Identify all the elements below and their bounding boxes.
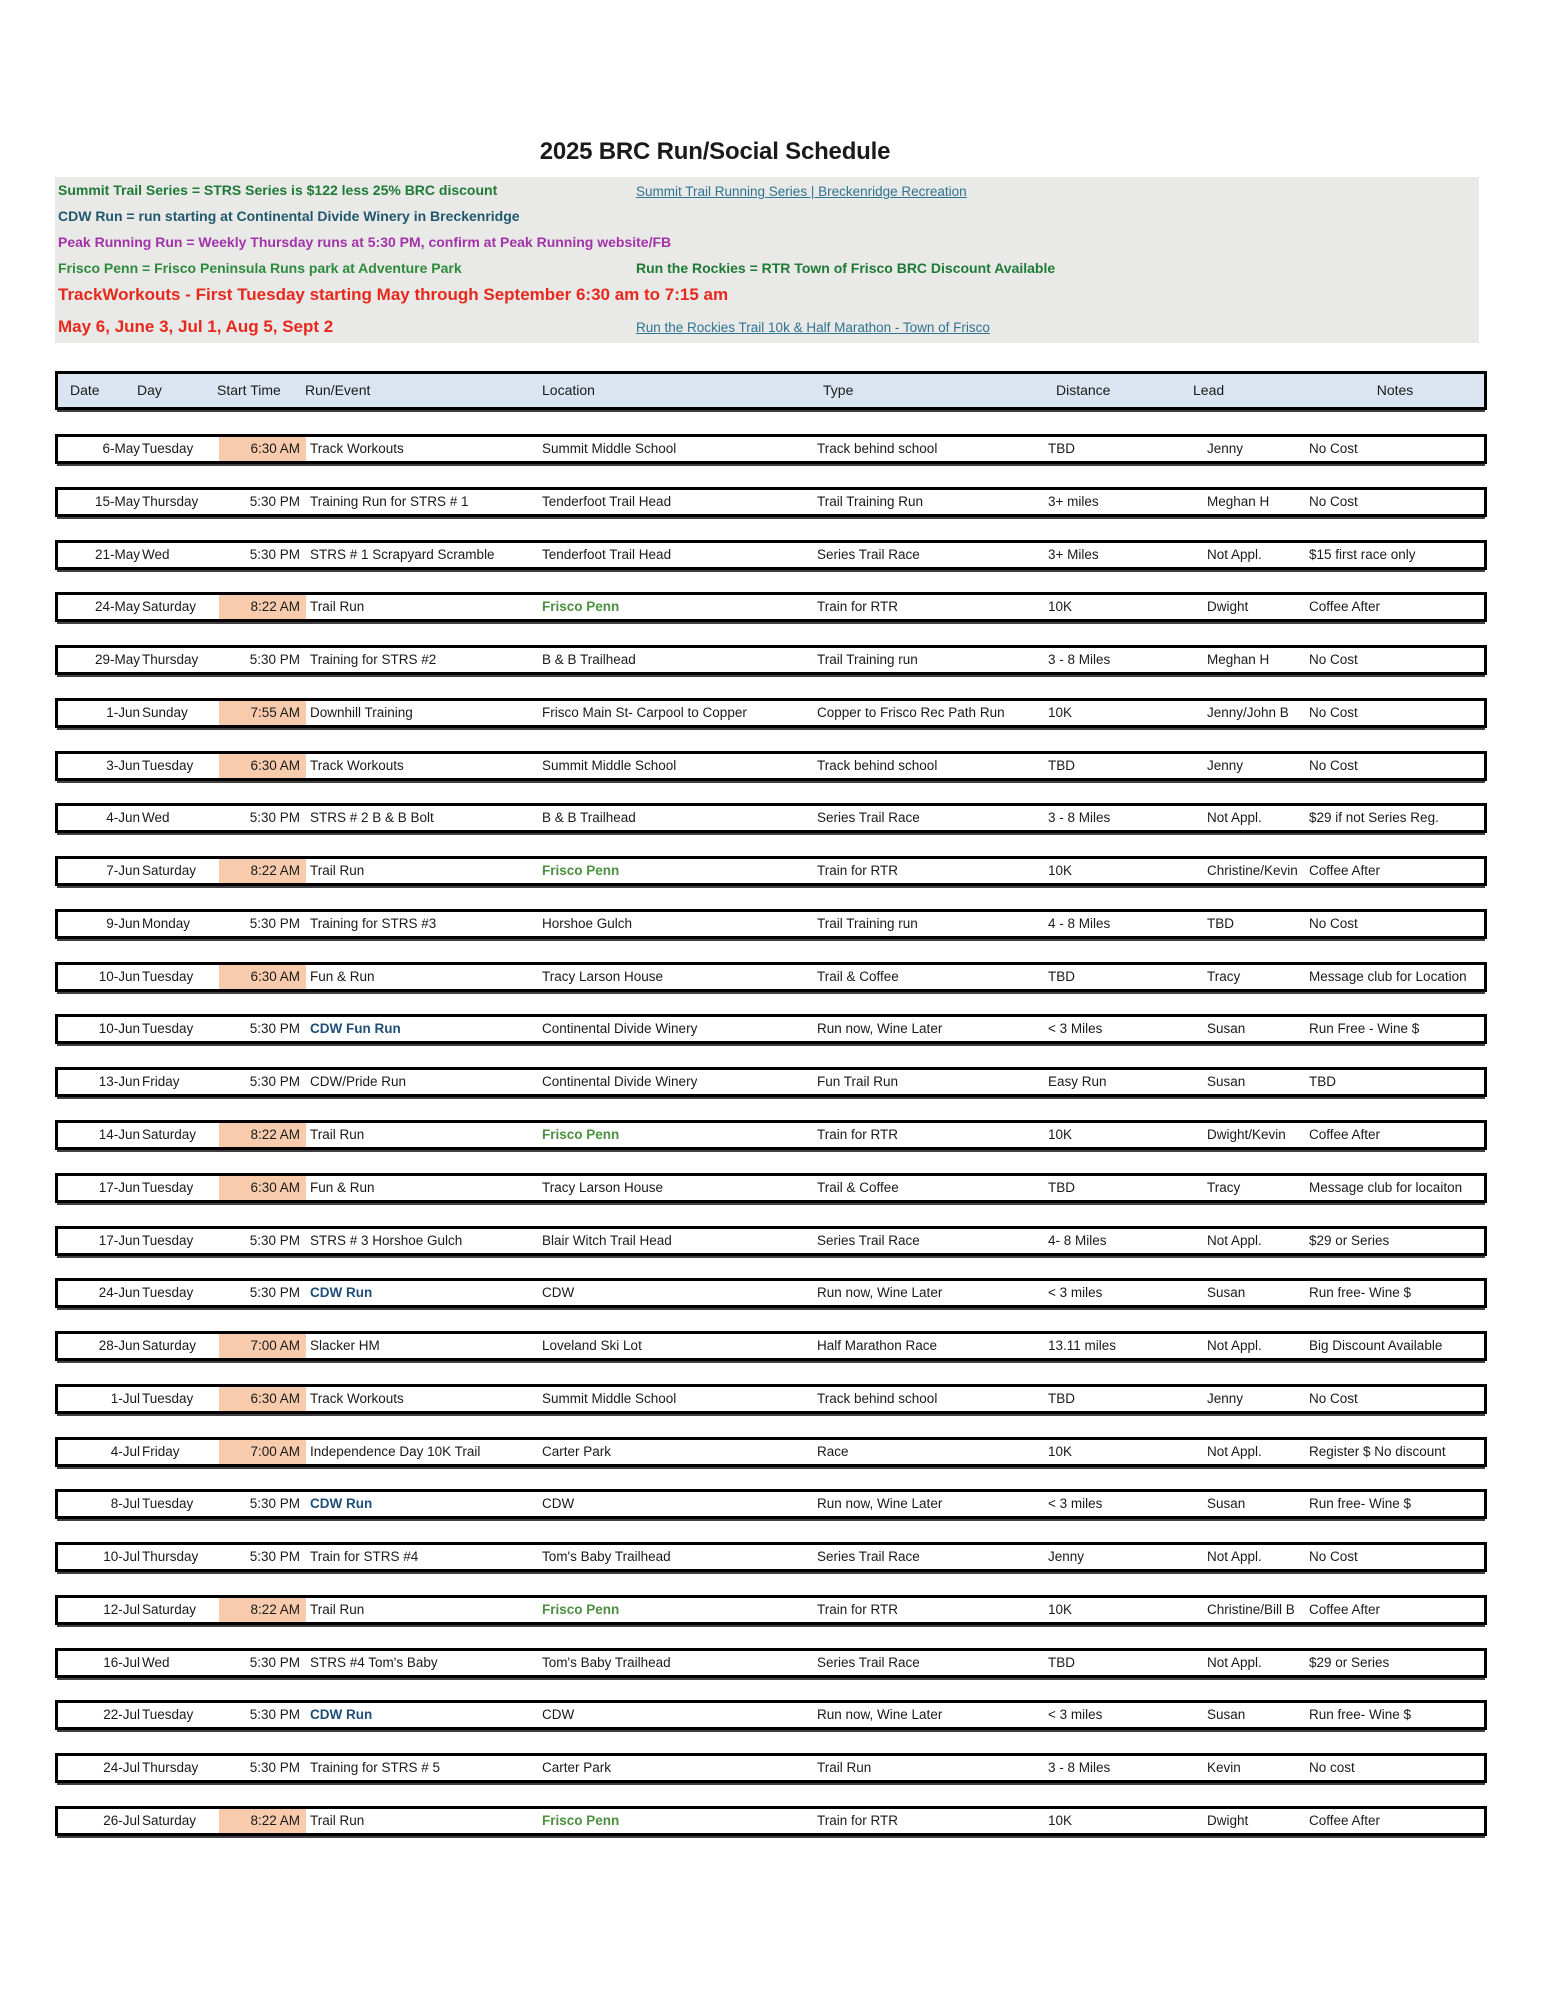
cell-run-event: STRS # 3 Horshoe Gulch [310, 1233, 463, 1248]
cell-type: Series Trail Race [817, 547, 920, 562]
cell-day: Wed [142, 810, 170, 825]
cell-notes: Message club for Location [1309, 969, 1467, 984]
cell-distance: < 3 Miles [1048, 1021, 1103, 1036]
cell-day: Tuesday [142, 1021, 194, 1036]
cell-lead: Not Appl. [1207, 547, 1262, 562]
cell-day: Tuesday [142, 758, 194, 773]
cell-notes: $29 or Series [1309, 1655, 1390, 1670]
cell-distance: 10K [1048, 599, 1073, 614]
legend-track-workouts: TrackWorkouts - First Tuesday starting May through September 6:30 am to 7:15 am [58, 285, 729, 304]
cell-distance: TBD [1048, 1655, 1075, 1670]
table-row [55, 803, 1487, 833]
cell-day: Friday [142, 1444, 180, 1459]
cell-day: Saturday [142, 1602, 197, 1617]
cell-location: CDW [542, 1707, 575, 1722]
cell-date: 1-Jun [106, 705, 140, 720]
cell-start-time: 5:30 PM [249, 916, 300, 931]
header-cell-date: Date [70, 382, 100, 398]
cell-date: 7-Jun [106, 863, 140, 878]
cell-day: Thursday [142, 494, 199, 509]
cell-run-event: STRS # 2 B & B Bolt [310, 810, 434, 825]
table-row [55, 487, 1487, 517]
cell-run-event: CDW/Pride Run [310, 1074, 407, 1089]
cell-date: 17-Jun [98, 1180, 140, 1195]
header-cell-event: Run/Event [305, 382, 371, 398]
cell-date: 10-Jun [98, 1021, 140, 1036]
cell-type: Race [817, 1444, 849, 1459]
cell-day: Tuesday [142, 969, 194, 984]
cell-location: Frisco Penn [542, 1127, 620, 1142]
cell-type: Half Marathon Race [817, 1338, 938, 1353]
cell-type: Trail Training run [817, 652, 918, 667]
cell-location: Continental Divide Winery [542, 1074, 698, 1089]
table-row [55, 1278, 1487, 1308]
cell-distance: 10K [1048, 1444, 1073, 1459]
cell-type: Train for RTR [817, 1602, 899, 1617]
cell-notes: Message club for locaiton [1309, 1180, 1463, 1195]
cell-day: Saturday [142, 1338, 197, 1353]
cell-type: Trail & Coffee [817, 969, 899, 984]
cell-start-time: 5:30 PM [249, 1760, 300, 1775]
cell-notes: Coffee After [1309, 1602, 1381, 1617]
cell-date: 15-May [94, 494, 140, 509]
cell-day: Tuesday [142, 1285, 194, 1300]
table-row [55, 1226, 1487, 1256]
cell-location: Tenderfoot Trail Head [542, 494, 672, 509]
cell-type: Series Trail Race [817, 1549, 920, 1564]
cell-start-time: 5:30 PM [249, 1233, 300, 1248]
cell-date: 4-Jun [106, 810, 140, 825]
cell-lead: Dwight/Kevin [1207, 1127, 1286, 1142]
cell-type: Series Trail Race [817, 810, 920, 825]
cell-type: Train for RTR [817, 599, 899, 614]
cell-notes: No cost [1309, 1760, 1355, 1775]
cell-run-event: Track Workouts [310, 758, 404, 773]
cell-lead: Kevin [1207, 1760, 1241, 1775]
cell-distance: TBD [1048, 969, 1075, 984]
cell-day: Tuesday [142, 1180, 194, 1195]
table-row [55, 1437, 1487, 1467]
cell-day: Tuesday [142, 1233, 194, 1248]
cell-location: CDW [542, 1496, 575, 1511]
cell-distance: 13.11 miles [1048, 1338, 1117, 1353]
header-cell-notes: Notes [1376, 382, 1414, 398]
cell-run-event: Trail Run [310, 1602, 365, 1617]
cell-lead: Susan [1207, 1496, 1246, 1511]
cell-notes: No Cost [1309, 441, 1358, 456]
cell-location: Loveland Ski Lot [542, 1338, 642, 1353]
cell-location: Frisco Penn [542, 863, 620, 878]
cell-location: Carter Park [542, 1444, 612, 1459]
cell-distance: < 3 miles [1048, 1285, 1103, 1300]
table-row [55, 1806, 1487, 1836]
cell-lead: Meghan H [1207, 652, 1270, 667]
cell-lead: Christine/Kevin [1207, 863, 1298, 878]
cell-start-time: 8:22 AM [219, 1598, 306, 1622]
cell-run-event: Trail Run [310, 863, 365, 878]
cell-lead: Jenny [1207, 758, 1244, 773]
cell-type: Trail Training run [817, 916, 918, 931]
table-row [55, 1648, 1487, 1678]
cell-lead: Tracy [1207, 1180, 1241, 1195]
cell-day: Saturday [142, 1813, 197, 1828]
legend-track-dates: May 6, June 3, Jul 1, Aug 5, Sept 2 [58, 317, 334, 336]
cell-day: Tuesday [142, 1707, 194, 1722]
cell-notes: Coffee After [1309, 1127, 1381, 1142]
table-row [55, 1489, 1487, 1519]
cell-day: Tuesday [142, 441, 194, 456]
cell-distance: 4 - 8 Miles [1048, 916, 1111, 931]
cell-location: Summit Middle School [542, 758, 677, 773]
cell-date: 13-Jun [98, 1074, 140, 1089]
cell-run-event: Trail Run [310, 599, 365, 614]
cell-type: Track behind school [817, 441, 938, 456]
cell-date: 4-Jul [110, 1444, 140, 1459]
cell-distance: 3 - 8 Miles [1048, 1760, 1111, 1775]
table-row [55, 751, 1487, 781]
cell-location: Horshoe Gulch [542, 916, 633, 931]
cell-location: CDW [542, 1285, 575, 1300]
cell-start-time: 5:30 PM [249, 1074, 300, 1089]
cell-notes: No Cost [1309, 705, 1358, 720]
cell-date: 24-Jun [98, 1285, 140, 1300]
cell-start-time: 6:30 AM [219, 754, 306, 778]
table-row [55, 1120, 1487, 1150]
cell-notes: No Cost [1309, 916, 1358, 931]
cell-location: Tracy Larson House [542, 969, 664, 984]
cell-date: 21-May [94, 547, 140, 562]
header-cell-loc: Location [542, 382, 595, 398]
cell-location: Carter Park [542, 1760, 612, 1775]
cell-start-time: 5:30 PM [249, 1707, 300, 1722]
cell-day: Thursday [142, 1760, 199, 1775]
header-cell-time: Start Time [217, 382, 281, 398]
cell-type: Series Trail Race [817, 1233, 920, 1248]
legend-strs: Summit Trail Series = STRS Series is $122 less 25% BRC discount [58, 182, 498, 198]
cell-start-time: 8:22 AM [219, 1123, 306, 1147]
cell-date: 28-Jun [98, 1338, 140, 1353]
cell-notes: Run Free - Wine $ [1309, 1021, 1420, 1036]
cell-lead: TBD [1207, 916, 1234, 931]
cell-date: 6-May [102, 441, 140, 456]
cell-start-time: 5:30 PM [249, 494, 300, 509]
cell-date: 10-Jun [98, 969, 140, 984]
cell-day: Sunday [142, 705, 188, 720]
cell-start-time: 5:30 PM [249, 652, 300, 667]
cell-lead: Jenny/John B [1207, 705, 1289, 720]
legend-cdw: CDW Run = run starting at Continental Divide Winery in Breckenridge [58, 208, 520, 224]
cell-day: Wed [142, 547, 170, 562]
cell-location: Continental Divide Winery [542, 1021, 698, 1036]
cell-start-time: 6:30 AM [219, 437, 306, 461]
cell-run-event: Training for STRS #3 [310, 916, 437, 931]
cell-start-time: 6:30 AM [219, 965, 306, 989]
page-title: 2025 BRC Run/Social Schedule [539, 138, 891, 165]
cell-run-event: Downhill Training [310, 705, 413, 720]
cell-start-time: 7:55 AM [219, 701, 306, 725]
cell-distance: 3+ Miles [1048, 547, 1099, 562]
table-row [55, 1014, 1487, 1044]
cell-type: Train for RTR [817, 1813, 899, 1828]
cell-day: Wed [142, 1655, 170, 1670]
cell-distance: 4- 8 Miles [1048, 1233, 1107, 1248]
cell-date: 9-Jun [106, 916, 140, 931]
cell-notes: Big Discount Available [1309, 1338, 1443, 1353]
table-row [55, 909, 1487, 939]
cell-lead: Susan [1207, 1074, 1246, 1089]
cell-notes: Run free- Wine $ [1309, 1496, 1412, 1511]
cell-distance: 10K [1048, 705, 1073, 720]
table-row [55, 434, 1487, 464]
cell-day: Saturday [142, 599, 197, 614]
header-cell-lead: Lead [1193, 382, 1225, 398]
cell-notes: Coffee After [1309, 599, 1381, 614]
cell-date: 16-Jul [103, 1655, 140, 1670]
cell-run-event: CDW Run [310, 1707, 373, 1722]
cell-distance: 10K [1048, 1127, 1073, 1142]
cell-type: Run now, Wine Later [817, 1496, 943, 1511]
table-header-row [55, 371, 1487, 410]
cell-run-event: Trail Run [310, 1127, 365, 1142]
table-row [55, 1173, 1487, 1203]
cell-day: Saturday [142, 1127, 197, 1142]
cell-location: Summit Middle School [542, 1391, 677, 1406]
cell-location: Frisco Penn [542, 1813, 620, 1828]
cell-date: 26-Jul [103, 1813, 140, 1828]
cell-date: 8-Jul [110, 1496, 140, 1511]
cell-notes: $29 or Series [1309, 1233, 1390, 1248]
cell-location: Tenderfoot Trail Head [542, 547, 672, 562]
cell-location: Frisco Penn [542, 1602, 620, 1617]
cell-type: Trail Training Run [817, 494, 924, 509]
cell-location: Summit Middle School [542, 441, 677, 456]
cell-distance: 3+ miles [1048, 494, 1099, 509]
cell-start-time: 7:00 AM [219, 1440, 306, 1464]
cell-distance: TBD [1048, 1180, 1075, 1195]
cell-day: Thursday [142, 652, 199, 667]
cell-type: Track behind school [817, 758, 938, 773]
cell-run-event: STRS # 1 Scrapyard Scramble [310, 547, 495, 562]
table-row [55, 1331, 1487, 1361]
cell-lead: Susan [1207, 1285, 1246, 1300]
table-row [55, 1067, 1487, 1097]
cell-run-event: STRS #4 Tom's Baby [310, 1655, 438, 1670]
table-row [55, 962, 1487, 992]
cell-run-event: Training for STRS # 5 [310, 1760, 441, 1775]
cell-start-time: 5:30 PM [249, 547, 300, 562]
cell-lead: Not Appl. [1207, 1444, 1262, 1459]
cell-run-event: Training Run for STRS # 1 [310, 494, 469, 509]
header-cell-type: Type [823, 382, 854, 398]
cell-lead: Jenny [1207, 441, 1244, 456]
cell-location: B & B Trailhead [542, 810, 636, 825]
legend-frisco-penn: Frisco Penn = Frisco Peninsula Runs park at Adventure Park [58, 260, 462, 276]
cell-date: 17-Jun [98, 1233, 140, 1248]
cell-lead: Meghan H [1207, 494, 1270, 509]
cell-lead: Not Appl. [1207, 810, 1262, 825]
table-row [55, 592, 1487, 622]
cell-notes: $15 first race only [1309, 547, 1416, 562]
cell-distance: 3 - 8 Miles [1048, 810, 1111, 825]
table-row [55, 1384, 1487, 1414]
cell-type: Run now, Wine Later [817, 1021, 943, 1036]
cell-distance: Jenny [1048, 1549, 1085, 1564]
cell-distance: Easy Run [1048, 1074, 1107, 1089]
cell-location: Tom's Baby Trailhead [542, 1655, 671, 1670]
cell-start-time: 6:30 AM [219, 1176, 306, 1200]
cell-notes: No Cost [1309, 1549, 1358, 1564]
cell-lead: Not Appl. [1207, 1338, 1262, 1353]
cell-notes: No Cost [1309, 758, 1358, 773]
cell-notes: Coffee After [1309, 1813, 1381, 1828]
table-row [55, 1753, 1487, 1783]
cell-location: B & B Trailhead [542, 652, 636, 667]
cell-type: Trail & Coffee [817, 1180, 899, 1195]
legend-peak: Peak Running Run = Weekly Thursday runs at 5:30 PM, confirm at Peak Running website/FB [58, 234, 672, 250]
cell-run-event: Fun & Run [310, 969, 375, 984]
header-cell-dist: Distance [1056, 382, 1111, 398]
table-row [55, 856, 1487, 886]
cell-type: Fun Trail Run [817, 1074, 899, 1089]
cell-location: Frisco Main St- Carpool to Copper [542, 705, 747, 720]
cell-lead: Dwight [1207, 1813, 1249, 1828]
cell-lead: Jenny [1207, 1391, 1244, 1406]
cell-type: Trail Run [817, 1760, 872, 1775]
cell-lead: Not Appl. [1207, 1549, 1262, 1564]
cell-run-event: Track Workouts [310, 1391, 404, 1406]
cell-date: 22-Jul [103, 1707, 140, 1722]
cell-date: 1-Jul [110, 1391, 140, 1406]
cell-run-event: CDW Run [310, 1285, 373, 1300]
cell-distance: TBD [1048, 441, 1075, 456]
cell-start-time: 5:30 PM [249, 1021, 300, 1036]
cell-lead: Not Appl. [1207, 1655, 1262, 1670]
cell-run-event: Train for STRS #4 [310, 1549, 419, 1564]
cell-lead: Dwight [1207, 599, 1249, 614]
cell-start-time: 5:30 PM [249, 1549, 300, 1564]
cell-lead: Susan [1207, 1707, 1246, 1722]
cell-date: 29-May [94, 652, 140, 667]
cell-date: 14-Jun [98, 1127, 140, 1142]
cell-distance: < 3 miles [1048, 1707, 1103, 1722]
cell-type: Track behind school [817, 1391, 938, 1406]
cell-day: Saturday [142, 863, 197, 878]
cell-start-time: 8:22 AM [219, 595, 306, 619]
cell-notes: Register $ No discount [1309, 1444, 1446, 1459]
summit-trail-series-link[interactable]: Summit Trail Running Series | Breckenridge Recreation [636, 184, 967, 199]
cell-notes: Run free- Wine $ [1309, 1285, 1412, 1300]
cell-run-event: Track Workouts [310, 441, 404, 456]
cell-day: Monday [142, 916, 191, 931]
cell-type: Copper to Frisco Rec Path Run [817, 705, 1005, 720]
cell-run-event: Independence Day 10K Trail [310, 1444, 481, 1459]
cell-type: Train for RTR [817, 863, 899, 878]
cell-start-time: 5:30 PM [249, 810, 300, 825]
cell-day: Thursday [142, 1549, 199, 1564]
cell-notes: No Cost [1309, 652, 1358, 667]
cell-location: Frisco Penn [542, 599, 620, 614]
cell-distance: TBD [1048, 1391, 1075, 1406]
cell-distance: 10K [1048, 1602, 1073, 1617]
cell-location: Blair Witch Trail Head [542, 1233, 672, 1248]
cell-run-event: Slacker HM [310, 1338, 380, 1353]
legend-run-the-rockies: Run the Rockies = RTR Town of Frisco BRC Discount Available [636, 260, 1056, 276]
table-row [55, 1595, 1487, 1625]
cell-notes: $29 if not Series Reg. [1309, 810, 1439, 825]
table-row [55, 1542, 1487, 1572]
cell-notes: No Cost [1309, 1391, 1358, 1406]
cell-date: 24-May [94, 599, 140, 614]
table-row [55, 698, 1487, 728]
cell-type: Train for RTR [817, 1127, 899, 1142]
cell-start-time: 8:22 AM [219, 859, 306, 883]
cell-notes: Run free- Wine $ [1309, 1707, 1412, 1722]
cell-run-event: CDW Fun Run [310, 1021, 401, 1036]
cell-start-time: 6:30 AM [219, 1387, 306, 1411]
cell-distance: 10K [1048, 863, 1073, 878]
run-the-rockies-trail-link[interactable]: Run the Rockies Trail 10k & Half Marathon - Town of Frisco [636, 320, 990, 335]
cell-day: Tuesday [142, 1391, 194, 1406]
cell-notes: TBD [1309, 1074, 1336, 1089]
cell-run-event: CDW Run [310, 1496, 373, 1511]
cell-notes: No Cost [1309, 494, 1358, 509]
table-row [55, 540, 1487, 570]
cell-date: 3-Jun [106, 758, 140, 773]
cell-lead: Tracy [1207, 969, 1241, 984]
cell-type: Run now, Wine Later [817, 1707, 943, 1722]
cell-type: Series Trail Race [817, 1655, 920, 1670]
cell-location: Tracy Larson House [542, 1180, 664, 1195]
cell-type: Run now, Wine Later [817, 1285, 943, 1300]
cell-lead: Not Appl. [1207, 1233, 1262, 1248]
cell-distance: 3 - 8 Miles [1048, 652, 1111, 667]
table-row [55, 645, 1487, 675]
cell-location: Tom's Baby Trailhead [542, 1549, 671, 1564]
cell-date: 24-Jul [103, 1760, 140, 1775]
cell-start-time: 5:30 PM [249, 1655, 300, 1670]
table-row [55, 1700, 1487, 1730]
cell-lead: Susan [1207, 1021, 1246, 1036]
cell-day: Tuesday [142, 1496, 194, 1511]
cell-day: Friday [142, 1074, 180, 1089]
cell-start-time: 7:00 AM [219, 1334, 306, 1358]
cell-date: 12-Jul [103, 1602, 140, 1617]
cell-start-time: 5:30 PM [249, 1496, 300, 1511]
cell-run-event: Trail Run [310, 1813, 365, 1828]
cell-distance: 10K [1048, 1813, 1073, 1828]
cell-notes: Coffee After [1309, 863, 1381, 878]
cell-start-time: 5:30 PM [249, 1285, 300, 1300]
cell-start-time: 8:22 AM [219, 1809, 306, 1833]
cell-date: 10-Jul [103, 1549, 140, 1564]
cell-run-event: Fun & Run [310, 1180, 375, 1195]
cell-run-event: Training for STRS #2 [310, 652, 437, 667]
header-cell-day: Day [137, 382, 162, 398]
cell-lead: Christine/Bill B [1207, 1602, 1295, 1617]
cell-distance: TBD [1048, 758, 1075, 773]
cell-distance: < 3 miles [1048, 1496, 1103, 1511]
